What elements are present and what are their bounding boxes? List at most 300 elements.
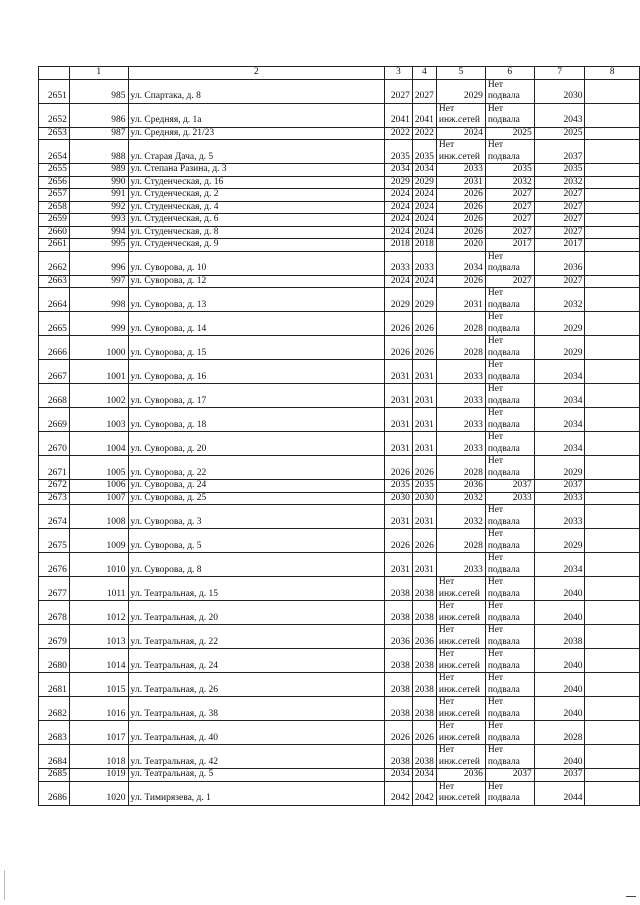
engineering-cell: 2036 bbox=[436, 480, 485, 493]
final-year-cell: 2040 bbox=[534, 601, 585, 625]
year-cell: 2030 bbox=[412, 492, 436, 505]
table-row bbox=[39, 601, 640, 625]
basement-cell: Нет подвала bbox=[485, 721, 534, 745]
row-number-cell: 2669 bbox=[39, 408, 70, 432]
year-cell: 2026 bbox=[384, 336, 412, 360]
address-cell: ул. Степана Разина, д. 3 bbox=[128, 164, 384, 177]
row-number-cell: 2665 bbox=[39, 312, 70, 336]
engineering-cell: 2033 bbox=[436, 408, 485, 432]
basement-cell: 2027 bbox=[485, 214, 534, 227]
notes-cell bbox=[585, 577, 640, 601]
year-cell: 2041 bbox=[384, 103, 412, 127]
year-cell: 2024 bbox=[384, 214, 412, 227]
basement-cell: Нет подвала bbox=[485, 553, 534, 577]
engineering-cell: 2036 bbox=[436, 769, 485, 782]
row-number-cell: 2657 bbox=[39, 189, 70, 202]
table-row bbox=[39, 577, 640, 601]
basement-cell: Нет подвала bbox=[485, 140, 534, 164]
engineering-cell: Нет инж.сетей bbox=[436, 673, 485, 697]
year-cell: 2038 bbox=[384, 745, 412, 769]
address-cell: ул. Суворова, д. 13 bbox=[128, 288, 384, 312]
item-number-cell: 999 bbox=[69, 312, 128, 336]
year-cell: 2026 bbox=[412, 529, 436, 553]
row-number-cell: 2660 bbox=[39, 226, 70, 239]
final-year-cell: 2034 bbox=[534, 384, 585, 408]
year-cell: 2024 bbox=[412, 275, 436, 288]
row-number-cell: 2682 bbox=[39, 697, 70, 721]
engineering-cell: 2026 bbox=[436, 201, 485, 214]
basement-cell: Нет подвала bbox=[485, 336, 534, 360]
item-number-cell: 994 bbox=[69, 226, 128, 239]
notes-cell bbox=[585, 745, 640, 769]
notes-cell bbox=[585, 140, 640, 164]
item-number-cell: 988 bbox=[69, 140, 128, 164]
item-number-cell: 1017 bbox=[69, 721, 128, 745]
year-cell: 2029 bbox=[384, 176, 412, 189]
engineering-cell: Нет инж.сетей bbox=[436, 649, 485, 673]
notes-cell bbox=[585, 781, 640, 805]
table-row bbox=[39, 189, 640, 202]
table-row bbox=[39, 649, 640, 673]
item-number-cell: 986 bbox=[69, 103, 128, 127]
table-row bbox=[39, 164, 640, 177]
row-number-cell: 2652 bbox=[39, 103, 70, 127]
item-number-cell: 1011 bbox=[69, 577, 128, 601]
notes-cell bbox=[585, 312, 640, 336]
year-cell: 2038 bbox=[412, 601, 436, 625]
year-cell: 2031 bbox=[384, 505, 412, 529]
engineering-cell: 2029 bbox=[436, 79, 485, 103]
year-cell: 2041 bbox=[412, 103, 436, 127]
address-cell: ул. Театральная, д. 26 bbox=[128, 673, 384, 697]
final-year-cell: 2029 bbox=[534, 312, 585, 336]
address-cell: ул. Старая Дача, д. 5 bbox=[128, 140, 384, 164]
address-cell: ул. Театральная, д. 40 bbox=[128, 721, 384, 745]
address-cell: ул. Студенческая, д. 6 bbox=[128, 214, 384, 227]
year-cell: 2042 bbox=[384, 781, 412, 805]
item-number-cell: 1014 bbox=[69, 649, 128, 673]
engineering-cell: 2033 bbox=[436, 432, 485, 456]
table-row bbox=[39, 251, 640, 275]
final-year-cell: 2025 bbox=[534, 127, 585, 140]
row-number-cell: 2678 bbox=[39, 601, 70, 625]
table-row bbox=[39, 492, 640, 505]
notes-cell bbox=[585, 214, 640, 227]
year-cell: 2024 bbox=[384, 189, 412, 202]
basement-cell: 2027 bbox=[485, 226, 534, 239]
engineering-cell: Нет инж.сетей bbox=[436, 697, 485, 721]
notes-cell bbox=[585, 201, 640, 214]
item-number-cell: 1006 bbox=[69, 480, 128, 493]
year-cell: 2038 bbox=[412, 673, 436, 697]
row-number-cell: 2685 bbox=[39, 769, 70, 782]
basement-cell: Нет подвала bbox=[485, 408, 534, 432]
row-number-cell: 2680 bbox=[39, 649, 70, 673]
basement-cell: Нет подвала bbox=[485, 577, 534, 601]
year-cell: 2035 bbox=[412, 480, 436, 493]
row-number-cell: 2681 bbox=[39, 673, 70, 697]
final-year-cell: 2043 bbox=[534, 103, 585, 127]
notes-cell bbox=[585, 456, 640, 480]
year-cell: 2018 bbox=[384, 239, 412, 252]
row-number-cell: 2664 bbox=[39, 288, 70, 312]
year-cell: 2038 bbox=[412, 577, 436, 601]
engineering-cell: 2033 bbox=[436, 164, 485, 177]
basement-cell: 2035 bbox=[485, 164, 534, 177]
item-number-cell: 1005 bbox=[69, 456, 128, 480]
engineering-cell: 2028 bbox=[436, 336, 485, 360]
header-cell: 5 bbox=[436, 67, 485, 80]
address-cell: ул. Студенческая, д. 4 bbox=[128, 201, 384, 214]
row-number-cell: 2659 bbox=[39, 214, 70, 227]
year-cell: 2024 bbox=[384, 226, 412, 239]
address-cell: ул. Суворова, д. 10 bbox=[128, 251, 384, 275]
address-cell: ул. Суворова, д. 14 bbox=[128, 312, 384, 336]
item-number-cell: 985 bbox=[69, 79, 128, 103]
year-cell: 2038 bbox=[384, 577, 412, 601]
address-cell: ул. Театральная, д. 15 bbox=[128, 577, 384, 601]
basement-cell: 2017 bbox=[485, 239, 534, 252]
notes-cell bbox=[585, 176, 640, 189]
year-cell: 2038 bbox=[384, 697, 412, 721]
year-cell: 2026 bbox=[412, 312, 436, 336]
year-cell: 2022 bbox=[384, 127, 412, 140]
year-cell: 2035 bbox=[384, 480, 412, 493]
item-number-cell: 989 bbox=[69, 164, 128, 177]
table-row bbox=[39, 201, 640, 214]
year-cell: 2038 bbox=[412, 697, 436, 721]
item-number-cell: 990 bbox=[69, 176, 128, 189]
table-row bbox=[39, 480, 640, 493]
row-number-cell: 2668 bbox=[39, 384, 70, 408]
final-year-cell: 2028 bbox=[534, 721, 585, 745]
engineering-cell: Нет инж.сетей bbox=[436, 625, 485, 649]
year-cell: 2031 bbox=[384, 360, 412, 384]
final-year-cell: 2037 bbox=[534, 769, 585, 782]
row-number-cell: 2661 bbox=[39, 239, 70, 252]
final-year-cell: 2035 bbox=[534, 164, 585, 177]
table-row bbox=[39, 553, 640, 577]
notes-cell bbox=[585, 239, 640, 252]
notes-cell bbox=[585, 408, 640, 432]
basement-cell: Нет подвала bbox=[485, 673, 534, 697]
row-number-cell: 2656 bbox=[39, 176, 70, 189]
address-cell: ул. Спартака, д. 8 bbox=[128, 79, 384, 103]
notes-cell bbox=[585, 127, 640, 140]
address-cell: ул. Театральная, д. 24 bbox=[128, 649, 384, 673]
engineering-cell: 2032 bbox=[436, 505, 485, 529]
engineering-cell: 2020 bbox=[436, 239, 485, 252]
engineering-cell: 2024 bbox=[436, 127, 485, 140]
item-number-cell: 991 bbox=[69, 189, 128, 202]
final-year-cell: 2040 bbox=[534, 697, 585, 721]
final-year-cell: 2034 bbox=[534, 408, 585, 432]
notes-cell bbox=[585, 649, 640, 673]
notes-cell bbox=[585, 505, 640, 529]
row-number-cell: 2674 bbox=[39, 505, 70, 529]
row-number-cell: 2654 bbox=[39, 140, 70, 164]
year-cell: 2026 bbox=[384, 456, 412, 480]
engineering-cell: 2034 bbox=[436, 251, 485, 275]
notes-cell bbox=[585, 226, 640, 239]
row-number-cell: 2675 bbox=[39, 529, 70, 553]
year-cell: 2026 bbox=[412, 721, 436, 745]
year-cell: 2026 bbox=[384, 721, 412, 745]
row-number-cell: 2655 bbox=[39, 164, 70, 177]
basement-cell: 2037 bbox=[485, 769, 534, 782]
item-number-cell: 987 bbox=[69, 127, 128, 140]
item-number-cell: 1007 bbox=[69, 492, 128, 505]
notes-cell bbox=[585, 625, 640, 649]
year-cell: 2026 bbox=[384, 529, 412, 553]
item-number-cell: 1012 bbox=[69, 601, 128, 625]
address-cell: ул. Суворова, д. 25 bbox=[128, 492, 384, 505]
final-year-cell: 2040 bbox=[534, 745, 585, 769]
year-cell: 2029 bbox=[384, 288, 412, 312]
year-cell: 2022 bbox=[412, 127, 436, 140]
engineering-cell: 2028 bbox=[436, 312, 485, 336]
year-cell: 2036 bbox=[412, 625, 436, 649]
year-cell: 2027 bbox=[412, 79, 436, 103]
address-cell: ул. Средняя, д. 1а bbox=[128, 103, 384, 127]
address-cell: ул. Суворова, д. 24 bbox=[128, 480, 384, 493]
final-year-cell: 2029 bbox=[534, 336, 585, 360]
item-number-cell: 1002 bbox=[69, 384, 128, 408]
table-row bbox=[39, 384, 640, 408]
final-year-cell: 2027 bbox=[534, 214, 585, 227]
table-row bbox=[39, 408, 640, 432]
table-row bbox=[39, 432, 640, 456]
row-number-cell: 2666 bbox=[39, 336, 70, 360]
year-cell: 2026 bbox=[412, 336, 436, 360]
header-cell bbox=[39, 67, 70, 80]
year-cell: 2024 bbox=[412, 189, 436, 202]
engineering-cell: 2032 bbox=[436, 492, 485, 505]
table-row bbox=[39, 336, 640, 360]
address-cell: ул. Театральная, д. 42 bbox=[128, 745, 384, 769]
basement-cell: Нет подвала bbox=[485, 697, 534, 721]
header-cell: 6 bbox=[485, 67, 534, 80]
table-row bbox=[39, 745, 640, 769]
register-table bbox=[38, 66, 640, 806]
final-year-cell: 2027 bbox=[534, 226, 585, 239]
row-number-cell: 2686 bbox=[39, 781, 70, 805]
engineering-cell: 2026 bbox=[436, 275, 485, 288]
scan-mark bbox=[4, 870, 5, 900]
row-number-cell: 2672 bbox=[39, 480, 70, 493]
final-year-cell: 2032 bbox=[534, 176, 585, 189]
table-body bbox=[39, 79, 640, 805]
final-year-cell: 2034 bbox=[534, 553, 585, 577]
row-number-cell: 2671 bbox=[39, 456, 70, 480]
year-cell: 2031 bbox=[384, 408, 412, 432]
row-number-cell: 2670 bbox=[39, 432, 70, 456]
year-cell: 2029 bbox=[412, 288, 436, 312]
year-cell: 2024 bbox=[412, 214, 436, 227]
basement-cell: Нет подвала bbox=[485, 312, 534, 336]
engineering-cell: 2031 bbox=[436, 176, 485, 189]
item-number-cell: 1001 bbox=[69, 360, 128, 384]
table-row bbox=[39, 239, 640, 252]
basement-cell: 2037 bbox=[485, 480, 534, 493]
item-number-cell: 992 bbox=[69, 201, 128, 214]
item-number-cell: 1013 bbox=[69, 625, 128, 649]
notes-cell bbox=[585, 432, 640, 456]
year-cell: 2034 bbox=[384, 769, 412, 782]
table-row bbox=[39, 721, 640, 745]
final-year-cell: 2037 bbox=[534, 480, 585, 493]
table-row bbox=[39, 275, 640, 288]
address-cell: ул. Студенческая, д. 8 bbox=[128, 226, 384, 239]
header-cell: 2 bbox=[128, 67, 384, 80]
final-year-cell: 2029 bbox=[534, 456, 585, 480]
address-cell: ул. Суворова, д. 5 bbox=[128, 529, 384, 553]
final-year-cell: 2038 bbox=[534, 625, 585, 649]
notes-cell bbox=[585, 275, 640, 288]
table-row bbox=[39, 127, 640, 140]
engineering-cell: 2026 bbox=[436, 189, 485, 202]
year-cell: 2027 bbox=[384, 79, 412, 103]
basement-cell: 2027 bbox=[485, 275, 534, 288]
row-number-cell: 2684 bbox=[39, 745, 70, 769]
engineering-cell: 2033 bbox=[436, 553, 485, 577]
basement-cell: 2027 bbox=[485, 201, 534, 214]
year-cell: 2024 bbox=[384, 275, 412, 288]
year-cell: 2033 bbox=[384, 251, 412, 275]
row-number-cell: 2651 bbox=[39, 79, 70, 103]
year-cell: 2031 bbox=[384, 384, 412, 408]
table-row bbox=[39, 214, 640, 227]
year-cell: 2031 bbox=[412, 505, 436, 529]
engineering-cell: Нет инж.сетей bbox=[436, 781, 485, 805]
notes-cell bbox=[585, 697, 640, 721]
final-year-cell: 2032 bbox=[534, 288, 585, 312]
header-cell: 3 bbox=[384, 67, 412, 80]
notes-cell bbox=[585, 336, 640, 360]
basement-cell: Нет подвала bbox=[485, 649, 534, 673]
scan-mark bbox=[626, 896, 636, 897]
address-cell: ул. Суворова, д. 8 bbox=[128, 553, 384, 577]
item-number-cell: 1020 bbox=[69, 781, 128, 805]
engineering-cell: Нет инж.сетей bbox=[436, 577, 485, 601]
row-number-cell: 2662 bbox=[39, 251, 70, 275]
engineering-cell: 2026 bbox=[436, 214, 485, 227]
year-cell: 2038 bbox=[384, 649, 412, 673]
notes-cell bbox=[585, 529, 640, 553]
table-row bbox=[39, 288, 640, 312]
final-year-cell: 2040 bbox=[534, 673, 585, 697]
row-number-cell: 2676 bbox=[39, 553, 70, 577]
address-cell: ул. Средняя, д. 21/23 bbox=[128, 127, 384, 140]
notes-cell bbox=[585, 79, 640, 103]
table-row bbox=[39, 529, 640, 553]
table-row bbox=[39, 697, 640, 721]
item-number-cell: 993 bbox=[69, 214, 128, 227]
address-cell: ул. Суворова, д. 3 bbox=[128, 505, 384, 529]
final-year-cell: 2027 bbox=[534, 189, 585, 202]
final-year-cell: 2029 bbox=[534, 529, 585, 553]
table-row bbox=[39, 226, 640, 239]
notes-cell bbox=[585, 189, 640, 202]
notes-cell bbox=[585, 601, 640, 625]
engineering-cell: Нет инж.сетей bbox=[436, 140, 485, 164]
final-year-cell: 2030 bbox=[534, 79, 585, 103]
item-number-cell: 1009 bbox=[69, 529, 128, 553]
notes-cell bbox=[585, 553, 640, 577]
year-cell: 2031 bbox=[384, 432, 412, 456]
final-year-cell: 2040 bbox=[534, 577, 585, 601]
address-cell: ул. Студенческая, д. 2 bbox=[128, 189, 384, 202]
table-row bbox=[39, 456, 640, 480]
address-cell: ул. Театральная, д. 38 bbox=[128, 697, 384, 721]
notes-cell bbox=[585, 360, 640, 384]
final-year-cell: 2036 bbox=[534, 251, 585, 275]
year-cell: 2035 bbox=[384, 140, 412, 164]
engineering-cell: 2033 bbox=[436, 384, 485, 408]
engineering-cell: 2033 bbox=[436, 360, 485, 384]
item-number-cell: 1016 bbox=[69, 697, 128, 721]
year-cell: 2038 bbox=[384, 601, 412, 625]
basement-cell: 2025 bbox=[485, 127, 534, 140]
basement-cell: Нет подвала bbox=[485, 625, 534, 649]
header-cell: 8 bbox=[585, 67, 640, 80]
basement-cell: Нет подвала bbox=[485, 79, 534, 103]
year-cell: 2024 bbox=[384, 201, 412, 214]
item-number-cell: 1010 bbox=[69, 553, 128, 577]
engineering-cell: 2031 bbox=[436, 288, 485, 312]
row-number-cell: 2667 bbox=[39, 360, 70, 384]
item-number-cell: 995 bbox=[69, 239, 128, 252]
table-row bbox=[39, 312, 640, 336]
basement-cell: Нет подвала bbox=[485, 360, 534, 384]
basement-cell: 2033 bbox=[485, 492, 534, 505]
table-row bbox=[39, 360, 640, 384]
address-cell: ул. Суворова, д. 12 bbox=[128, 275, 384, 288]
year-cell: 2033 bbox=[412, 251, 436, 275]
notes-cell bbox=[585, 164, 640, 177]
final-year-cell: 2027 bbox=[534, 275, 585, 288]
address-cell: ул. Театральная, д. 22 bbox=[128, 625, 384, 649]
item-number-cell: 996 bbox=[69, 251, 128, 275]
item-number-cell: 1018 bbox=[69, 745, 128, 769]
year-cell: 2024 bbox=[412, 201, 436, 214]
year-cell: 2018 bbox=[412, 239, 436, 252]
basement-cell: 2027 bbox=[485, 189, 534, 202]
item-number-cell: 1019 bbox=[69, 769, 128, 782]
notes-cell bbox=[585, 103, 640, 127]
year-cell: 2034 bbox=[384, 164, 412, 177]
year-cell: 2036 bbox=[384, 625, 412, 649]
row-number-cell: 2663 bbox=[39, 275, 70, 288]
year-cell: 2030 bbox=[384, 492, 412, 505]
engineering-cell: Нет инж.сетей bbox=[436, 745, 485, 769]
table-row bbox=[39, 625, 640, 649]
item-number-cell: 1003 bbox=[69, 408, 128, 432]
row-number-cell: 2677 bbox=[39, 577, 70, 601]
address-cell: ул. Суворова, д. 16 bbox=[128, 360, 384, 384]
notes-cell bbox=[585, 721, 640, 745]
item-number-cell: 1000 bbox=[69, 336, 128, 360]
year-cell: 2034 bbox=[412, 164, 436, 177]
basement-cell: Нет подвала bbox=[485, 529, 534, 553]
notes-cell bbox=[585, 673, 640, 697]
row-number-cell: 2653 bbox=[39, 127, 70, 140]
basement-cell: Нет подвала bbox=[485, 432, 534, 456]
year-cell: 2029 bbox=[412, 176, 436, 189]
year-cell: 2031 bbox=[384, 553, 412, 577]
row-number-cell: 2673 bbox=[39, 492, 70, 505]
basement-cell: Нет подвала bbox=[485, 781, 534, 805]
